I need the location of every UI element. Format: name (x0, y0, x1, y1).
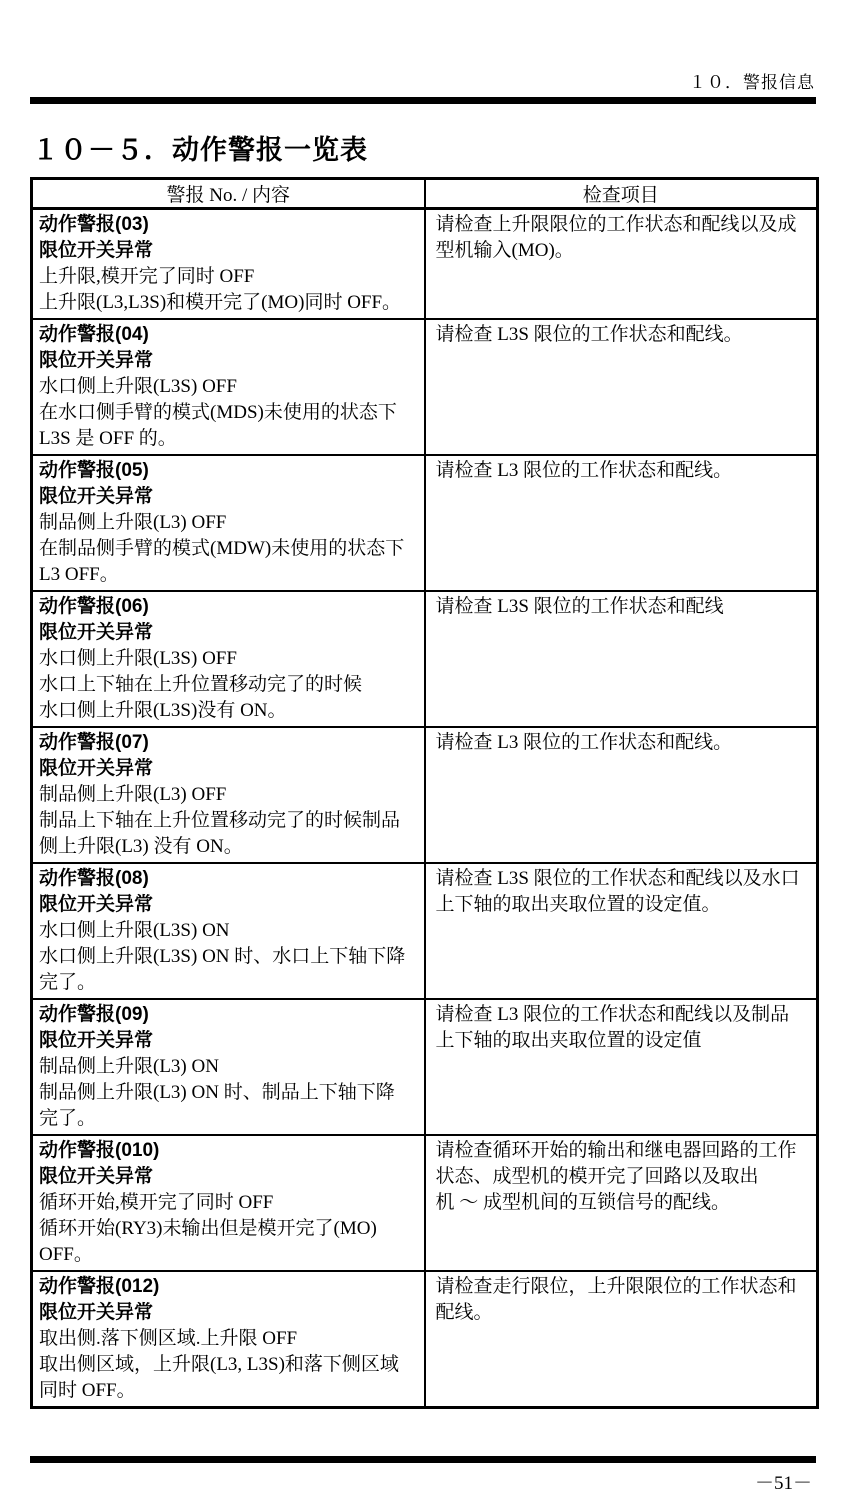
table-header-row (32, 179, 818, 209)
alarm-title: 动作警报(07) (39, 732, 149, 753)
alarm-cell (32, 209, 425, 320)
alarm-title: 动作警报(03) (39, 214, 149, 235)
alarm-desc-line: 同时 OFF。 (39, 1380, 136, 1401)
table-row (32, 319, 818, 455)
alarm-subtitle: 限位开关异常 (39, 486, 154, 507)
alarm-table (30, 177, 819, 1409)
alarm-title: 动作警报(010) (39, 1140, 160, 1161)
section-title: １０－５．动作警报一览表 (32, 135, 368, 165)
col-header-check-item: 检查项目 (425, 179, 818, 209)
header-rule (30, 97, 816, 104)
table-row (32, 455, 818, 591)
table-row (32, 591, 818, 727)
table-row (32, 863, 818, 999)
table-row (32, 727, 818, 863)
check-line: 请检查循环开始的输出和继电器回路的工作 (435, 1140, 797, 1161)
check-line: 配线。 (435, 1302, 493, 1323)
check-line: 请检查走行限位，上升限限位的工作状态和 (435, 1276, 797, 1297)
alarm-subtitle: 限位开关异常 (39, 350, 154, 371)
alarm-desc-line: 水口侧上升限(L3S) ON 时、水口上下轴下降 (39, 946, 406, 967)
chapter-header: １０．警报信息 (689, 73, 815, 92)
check-cell (425, 999, 818, 1135)
check-cell (425, 1135, 818, 1271)
alarm-desc-line: 水口侧上升限(L3S)没有 ON。 (39, 700, 287, 721)
alarm-cell (32, 999, 425, 1135)
alarm-desc-line: 水口上下轴在上升位置移动完了的时候 (39, 674, 363, 695)
alarm-desc-line: 水口侧上升限(L3S) OFF (39, 376, 237, 397)
check-line: 机 ～ 成型机间的互锁信号的配线。 (435, 1192, 731, 1213)
check-line: 上下轴的取出夹取位置的设定值 (435, 1030, 702, 1051)
alarm-desc-line: 制品上下轴在上升位置移动完了的时候制品 (39, 810, 401, 831)
alarm-title: 动作警报(012) (39, 1276, 160, 1297)
alarm-cell (32, 727, 425, 863)
alarm-cell (32, 1271, 425, 1408)
alarm-desc-line: L3 OFF。 (39, 564, 119, 585)
check-cell (425, 1271, 818, 1408)
check-line: 请检查 L3 限位的工作状态和配线。 (435, 460, 733, 481)
alarm-subtitle: 限位开关异常 (39, 1030, 154, 1051)
alarm-desc-line: 完了。 (39, 972, 97, 993)
alarm-desc-line: 上升限,模开完了同时 OFF (39, 266, 255, 287)
alarm-title: 动作警报(04) (39, 324, 149, 345)
alarm-desc-line: 在制品侧手臂的模式(MDW)未使用的状态下 (39, 538, 405, 559)
check-line: 状态、成型机的模开完了回路以及取出 (435, 1166, 759, 1187)
alarm-subtitle: 限位开关异常 (39, 1302, 154, 1323)
alarm-desc-line: 制品侧上升限(L3) OFF (39, 512, 227, 533)
alarm-desc-line: 取出侧区域，上升限(L3, L3S)和落下侧区域 (39, 1354, 399, 1375)
table-row (32, 1135, 818, 1271)
check-line: 请检查 L3S 限位的工作状态和配线。 (435, 324, 743, 345)
check-line: 请检查 L3S 限位的工作状态和配线以及水口 (435, 868, 800, 889)
alarm-title: 动作警报(06) (39, 596, 149, 617)
alarm-table-body (32, 209, 818, 1408)
page-number: －51－ (754, 1473, 812, 1494)
alarm-cell (32, 863, 425, 999)
table-row (32, 209, 818, 320)
check-cell (425, 209, 818, 320)
alarm-cell (32, 591, 425, 727)
table-row (32, 1271, 818, 1408)
table-row (32, 999, 818, 1135)
footer-rule (30, 1456, 816, 1463)
alarm-title: 动作警报(05) (39, 460, 149, 481)
check-line: 上下轴的取出夹取位置的设定值。 (435, 894, 721, 915)
alarm-desc-line: 制品侧上升限(L3) ON (39, 1056, 219, 1077)
check-cell (425, 863, 818, 999)
check-cell (425, 455, 818, 591)
alarm-title: 动作警报(08) (39, 868, 149, 889)
check-line: 型机输入(MO)。 (435, 240, 574, 261)
alarm-desc-line: L3S 是 OFF 的。 (39, 428, 177, 449)
alarm-desc-line: 取出侧.落下侧区域.上升限 OFF (39, 1328, 298, 1349)
check-line: 请检查上升限限位的工作状态和配线以及成 (435, 214, 797, 235)
alarm-desc-line: 水口侧上升限(L3S) ON (39, 920, 230, 941)
alarm-desc-line: 完了。 (39, 1108, 97, 1129)
alarm-title: 动作警报(09) (39, 1004, 149, 1025)
check-cell (425, 319, 818, 455)
check-line: 请检查 L3S 限位的工作状态和配线 (435, 596, 724, 617)
alarm-subtitle: 限位开关异常 (39, 240, 154, 261)
alarm-subtitle: 限位开关异常 (39, 894, 154, 915)
alarm-desc-line: 水口侧上升限(L3S) OFF (39, 648, 237, 669)
check-cell (425, 591, 818, 727)
alarm-subtitle: 限位开关异常 (39, 1166, 154, 1187)
alarm-cell (32, 455, 425, 591)
alarm-desc-line: 制品侧上升限(L3) OFF (39, 784, 227, 805)
alarm-desc-line: 循环开始,模开完了同时 OFF (39, 1192, 274, 1213)
alarm-desc-line: 制品侧上升限(L3) ON 时、制品上下轴下降 (39, 1082, 395, 1103)
alarm-desc-line: 在水口侧手臂的模式(MDS)未使用的状态下 (39, 402, 397, 423)
col-header-alarm-no: 警报 No. / 内容 (32, 179, 425, 209)
alarm-desc-line: 侧上升限(L3) 没有 ON。 (39, 836, 243, 857)
check-line: 请检查 L3 限位的工作状态和配线以及制品 (435, 1004, 790, 1025)
alarm-desc-line: 循环开始(RY3)未输出但是模开完了(MO) (39, 1218, 377, 1239)
alarm-desc-line: 上升限(L3,L3S)和模开完了(MO)同时 OFF。 (39, 292, 402, 313)
check-line: 请检查 L3 限位的工作状态和配线。 (435, 732, 733, 753)
alarm-cell (32, 319, 425, 455)
alarm-subtitle: 限位开关异常 (39, 758, 154, 779)
alarm-cell (32, 1135, 425, 1271)
check-cell (425, 727, 818, 863)
alarm-desc-line: OFF。 (39, 1244, 93, 1265)
alarm-subtitle: 限位开关异常 (39, 622, 154, 643)
